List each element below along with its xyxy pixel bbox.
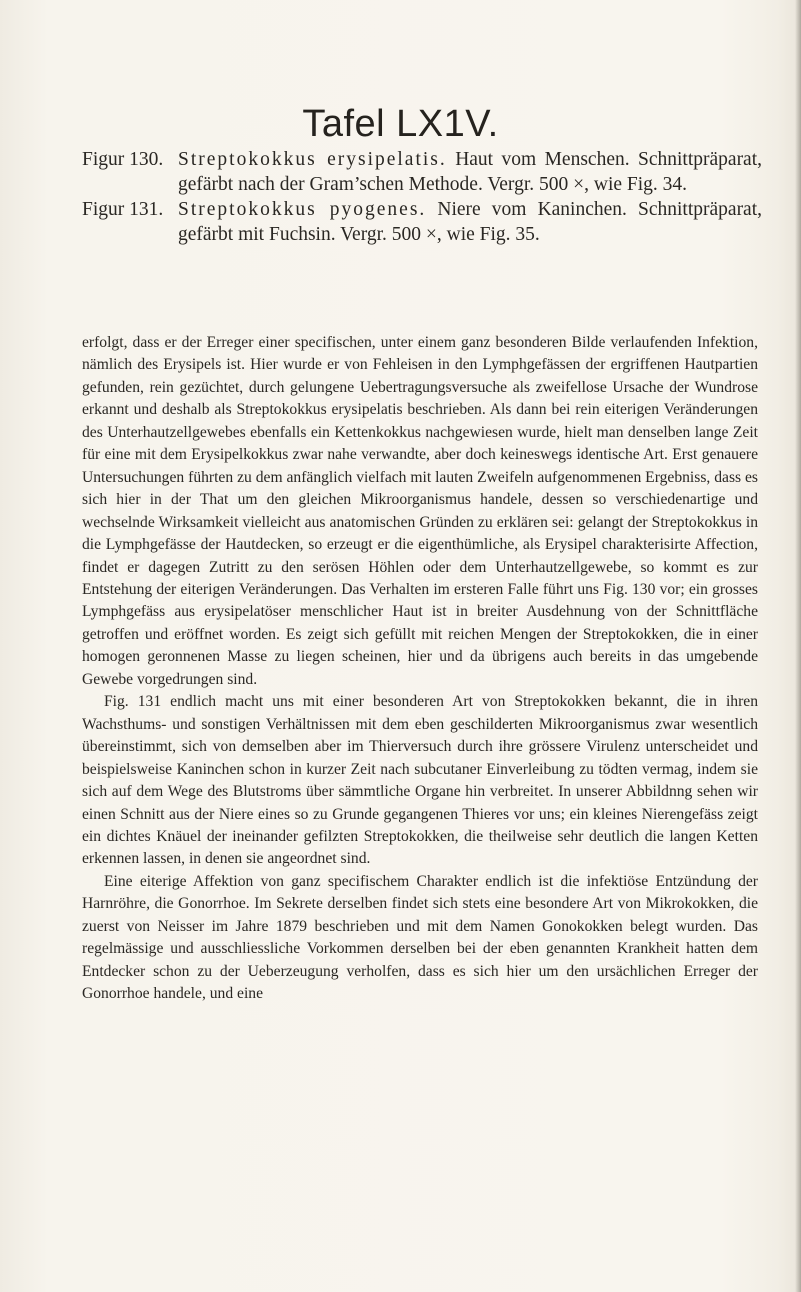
figure-131-label: Figur 131.	[82, 199, 164, 220]
paragraph: erfolgt, dass er der Erreger einer specifischen, unter einem ganz besonderen Bilde verlaufenden Infektion, nämlich des Erysipels ist. Hier wurde er von Fehleisen in den Lymphgefässen der ergriffenen Hautpartien gefunden, rein gezüchtet, durch gelungene Uebertragungsversuche als zweifellose Ursache der Wundrose erkannt und deshalb als Streptokokkus erysipelatis beschrieben. Als dann bei rein eiterigen Veränderungen des Unterhautzellgewebes ebenfalls ein Kettenkokkus nachgewiesen wurde, hielt man denselben lange Zeit für eine mit dem Erysipelkokkus zwar nahe verwandte, aber doch keineswegs identische Art. Erst genauere Untersuchungen führten zu dem anfänglich vielfach mit lauten Zweifeln aufgenommenen Ergebniss, dass es sich hier in der That um den gleichen Mikroorganismus handele, dessen so verschiedenartige und wechselnde Wirksamkeit vielleicht aus anatomischen Gründen zu erklären sei: gelangt der Streptokokkus in die Lymphgefässe der Hautdecken, so erzeugt er die eigenthümliche, als Erysipel charakterisirte Affection, findet er dagegen Zutritt zu den serösen Höhlen oder dem Unterhautzellgewebe, so kommt es zur Entstehung der eiterigen Veränderungen. Das Verhalten im ersteren Falle führt uns Fig. 130 vor; ein grosses Lymphgefäss aus erysipelatöser menschlicher Haut ist in breiter Ausdehnung von der Schnittfläche getroffen und eröffnet worden. Es zeigt sich gefüllt mit reichen Mengen der Streptokokken, die in einer homogen geronnenen Masse zu liegen scheinen, hier und da übrigens auch bereits in das umgebende Gewebe vorgedrungen sind.	[82, 334, 758, 688]
figure-legend	[82, 148, 762, 248]
figure-130-description: Haut vom Menschen. Schnittpräparat, gefärbt nach der Gram’schen Methode. Vergr. 500 ×, wie Fig. 34.	[178, 149, 763, 195]
figure-131-organism: Streptokokkus pyogenes.	[178, 199, 427, 220]
body-text	[82, 332, 758, 1006]
paragraph: Eine eiterige Affektion von ganz specifischem Charakter endlich ist die infektiöse Entzündung der Harnröhre, die Gonorrhoe. Im Sekrete derselben findet sich stets eine besondere Art von Mikrokokken, die zuerst von Neisser im Jahre 1879 beschrieben und mit dem Namen Gonokokken belegt wurden. Das regelmässige und ausschliessliche Vorkommen derselben bei der eben genannten Krankheit hatten dem Entdecker schon zu der Ueberzeugung verholfen, dass es sich hier um den ursächlichen Erreger der Gonorrhoe handele, und eine	[82, 872, 758, 1003]
figure-130-organism: Streptokokkus erysipelatis.	[178, 149, 447, 170]
paragraph: Fig. 131 endlich macht uns mit einer besonderen Art von Streptokokken bekannt, die in ihren Wachsthums- und sonstigen Verhältnissen mit dem eben geschilderten Mikroorganismus zwar wesentlich übereinstimmt, sich von demselben aber im Thierversuch durch ihre grössere Virulenz unterscheidet und beispielsweise Kaninchen schon in kurzer Zeit nach subcutaner Einverleibung zu tödten vermag, indem sie sich auf dem Wege des Blutstroms über sämmtliche Organe hin verbreitet. In unserer Abbildnng sehen wir einen Schnitt aus der Niere eines so zu Grunde gegangenen Thieres vor uns; ein kleines Nierengefäss zeigt ein dichtes Knäuel der ineinander gefilzten Streptokokken, die theilweise sehr deutlich die langen Ketten erkennen lassen, in denen sie angeordnet sind.	[82, 693, 758, 868]
page-edge-shadow	[795, 0, 801, 1292]
figure-131-text	[178, 198, 762, 247]
figure-131-description: Niere vom Kaninchen. Schnittpräparat, gefärbt mit Fuchsin. Vergr. 500 ×, wie Fig. 35.	[178, 199, 763, 245]
figure-130-label: Figur 130.	[82, 149, 164, 170]
figure-131-caption	[82, 198, 762, 247]
figure-130-caption	[82, 148, 762, 197]
figure-130-text	[178, 148, 762, 197]
plate-title: Tafel LX1V.	[302, 103, 499, 145]
